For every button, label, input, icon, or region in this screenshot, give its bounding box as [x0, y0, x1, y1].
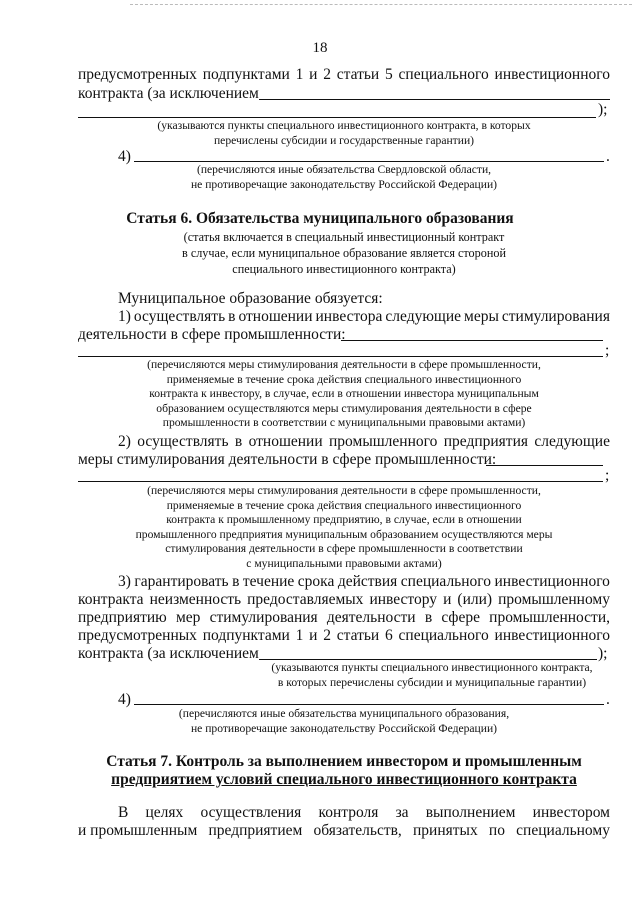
word: предприятием — [208, 822, 303, 839]
word: и промышленным — [78, 822, 198, 839]
item4-b-note — [78, 707, 610, 736]
word: статьи — [336, 66, 380, 83]
word: за — [395, 804, 409, 821]
word: 3) — [118, 573, 131, 590]
word: В — [118, 804, 129, 821]
blank-line[interactable] — [78, 481, 603, 482]
note-line: не противоречащие законодательству Российской Федерации) — [190, 177, 498, 191]
item1-line1 — [118, 308, 610, 326]
item2-line1 — [118, 433, 610, 451]
word: подпунктами — [202, 66, 290, 83]
scan-top-edge — [130, 4, 632, 5]
word: специального — [398, 66, 489, 83]
word: обязательств, — [313, 822, 402, 839]
word: 2) — [118, 433, 131, 450]
word: течение — [242, 573, 295, 590]
item2-note — [78, 484, 610, 571]
item4-a-note — [78, 163, 610, 192]
note-line: (перечисляются иные обязательства муниципального образования, — [178, 707, 510, 720]
word: подпунктами — [202, 627, 290, 644]
word: целях — [145, 804, 184, 821]
word: в — [228, 308, 236, 325]
word: промышленности, — [489, 609, 610, 626]
word: и — [309, 66, 318, 83]
word: 6 — [385, 627, 393, 644]
note-line: перечислены субсидии и государственные гарантии) — [213, 133, 475, 147]
word: промышленного — [329, 433, 438, 450]
word: в — [232, 573, 240, 590]
word: предусмотренных — [78, 66, 197, 83]
word: осуществления — [200, 804, 302, 821]
word: 1) — [118, 308, 131, 325]
word: инвестиционного — [494, 573, 610, 590]
word: контроля — [318, 804, 379, 821]
word: статьи — [336, 627, 380, 644]
word: мер — [175, 609, 201, 626]
item3-note — [254, 661, 610, 690]
note-line: (указываются пункты специального инвестиционного контракта, в которых — [157, 119, 531, 132]
note-line: контракта к промышленному предприятию, в случае, если в отношении — [166, 513, 522, 526]
word: следующие — [534, 433, 610, 450]
blank-line[interactable] — [486, 465, 603, 466]
word: контракта — [78, 591, 144, 608]
item2-line2: меры стимулирования деятельности в сфере промышленности: — [78, 451, 497, 468]
para-a-note — [78, 119, 610, 148]
word: инвестиционного — [494, 66, 610, 83]
note-line: в случае, если муниципальное образование является стороной — [182, 246, 506, 260]
word: 2 — [323, 627, 331, 644]
note-line: образованием осуществляются меры стимулирования деятельности в сфере — [156, 401, 532, 415]
word: инвестора — [315, 308, 383, 325]
note-line: промышленности в соответствии с муниципальными правовыми актами) — [162, 416, 526, 429]
item4-a-end: . — [606, 148, 610, 165]
note-line: (перечисляются меры стимулирования деятельности в сфере промышленности, — [147, 484, 541, 497]
item3-line4 — [78, 627, 610, 645]
item1-end: ; — [605, 342, 610, 359]
word: промышленному — [498, 591, 610, 608]
blank-line[interactable] — [78, 356, 603, 357]
word: предприятию — [78, 609, 167, 626]
item3-close: ); — [598, 645, 608, 662]
word: по — [488, 822, 505, 839]
item1-line2: деятельности в сфере промышленности: — [78, 326, 346, 343]
word: осуществлять — [137, 433, 229, 450]
word: 5 — [385, 66, 393, 83]
blank-line[interactable] — [341, 340, 603, 341]
word: специального — [398, 627, 489, 644]
note-line: не противоречащие законодательству Российской Федерации) — [190, 721, 498, 735]
blank-line[interactable] — [134, 704, 604, 705]
word: (или) — [457, 591, 493, 608]
note-line: (перечисляются иные обязательства Свердловской области, — [196, 163, 492, 176]
note-line: применяемые в течение срока действия специального инвестиционного — [166, 372, 522, 386]
word: осуществлять — [133, 308, 226, 325]
item3-line5: контракта (за исключением — [78, 645, 259, 662]
item3-line1 — [118, 573, 610, 591]
word: сфере — [441, 609, 480, 626]
item4-b-end: . — [606, 691, 610, 708]
note-line: промышленного предприятия муниципальным образованием осуществляются меры — [135, 527, 553, 541]
word: специальному — [516, 822, 610, 839]
blank-line[interactable] — [259, 99, 610, 100]
note-line: применяемые в течение срока действия специального инвестиционного — [166, 498, 522, 512]
word: инвестором — [532, 804, 610, 821]
mun-intro: Муниципальное образование обязуется: — [118, 290, 383, 307]
article6-title: Статья 6. Обязательства муниципального образования — [126, 210, 514, 227]
word: инвестору — [369, 591, 438, 608]
para-a-close: ); — [598, 101, 608, 118]
note-line: с муниципальными правовыми актами) — [246, 556, 442, 570]
word: в — [424, 609, 433, 626]
word: и — [443, 591, 452, 608]
word: меры — [464, 308, 499, 325]
word: и — [309, 627, 318, 644]
page-number: 18 — [312, 40, 328, 56]
word: следующие — [385, 308, 462, 325]
blank-line[interactable] — [78, 117, 596, 118]
word: инвестиционного — [494, 627, 610, 644]
final-para-line1 — [118, 804, 610, 822]
item1-note — [78, 358, 610, 431]
item2-end: ; — [605, 467, 610, 484]
blank-line[interactable] — [259, 659, 597, 660]
word: принятых — [413, 822, 478, 839]
item4-a-label: 4) — [118, 148, 131, 165]
word: стимулирования — [501, 308, 610, 325]
note-line: (статья включается в специальный инвестиционный контракт — [183, 230, 505, 244]
word: срока — [297, 573, 335, 590]
item3-line2 — [78, 591, 610, 609]
note-line: (указываются пункты специального инвестиционного контракта, — [271, 661, 593, 674]
note-line: стимулирования деятельности в сфере промышленности в соответствии — [165, 542, 523, 555]
item3-line3 — [78, 609, 610, 627]
word: отношении — [238, 308, 313, 325]
para-a-line2: контракта (за исключением — [78, 85, 259, 102]
word: неизменность — [149, 591, 242, 608]
note-line: (перечисляются меры стимулирования деятельности в сфере промышленности, — [147, 358, 541, 371]
article7-title-line1: Статья 7. Контроль за выполнением инвестором и промышленным — [106, 753, 582, 770]
word: отношении — [248, 433, 323, 450]
word: в — [234, 433, 243, 450]
article7-title-line2: предприятием условий специального инвестиционного контракта — [111, 771, 577, 788]
word: 2 — [323, 66, 331, 83]
word: действия — [337, 573, 398, 590]
word: 1 — [295, 66, 304, 83]
word: стимулирования — [209, 609, 318, 626]
note-line: контракта к инвестору, в случае, если в отношении инвестора муниципальным — [149, 387, 539, 400]
word: 1 — [295, 627, 304, 644]
word: предусмотренных — [78, 627, 197, 644]
item4-b-label: 4) — [118, 691, 131, 708]
final-para-line2 — [78, 822, 610, 840]
article6-subtitle — [78, 229, 610, 277]
word: выполнением — [425, 804, 516, 821]
note-line: в которых перечислены субсидии и муниципальные гарантии) — [277, 675, 587, 689]
word: предоставляемых — [247, 591, 364, 608]
word: предприятия — [443, 433, 528, 450]
word: гарантировать — [134, 573, 229, 590]
word: деятельности — [326, 609, 416, 626]
word: специального — [400, 573, 492, 590]
blank-line[interactable] — [134, 161, 604, 162]
note-line: специального инвестиционного контракта) — [232, 262, 456, 276]
para-a-line1 — [78, 66, 610, 84]
